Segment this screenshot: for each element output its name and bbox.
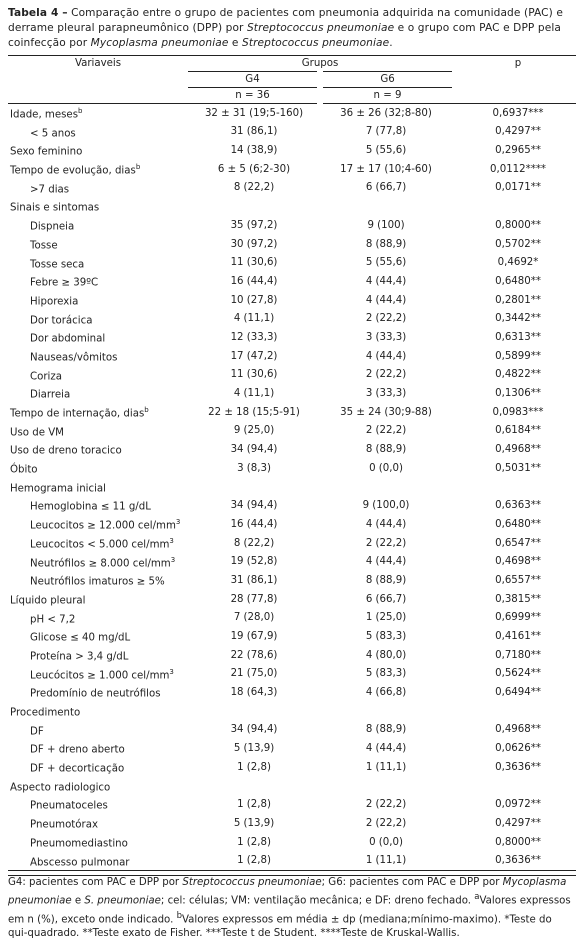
cell-p: 0,4297** xyxy=(495,817,541,829)
row-label: Dispneia xyxy=(30,221,75,233)
cell-g6: 2 (22,2) xyxy=(365,799,407,811)
cell-g4: 5 (13,9) xyxy=(233,817,275,829)
cell-g6: 3 (33,3) xyxy=(365,388,407,399)
cell-p: 0,7180** xyxy=(495,649,541,661)
cell-g4: 30 (97,2) xyxy=(230,238,278,250)
cell-g4: 4 (11,1) xyxy=(233,388,275,399)
header-g6: G6 xyxy=(320,72,452,88)
cell-p: 0,6313** xyxy=(495,331,541,343)
cell-p: 0,5899** xyxy=(495,350,541,362)
cell-g6: 35 ± 24 (30;9-88) xyxy=(340,406,432,418)
cell-g6 xyxy=(320,702,452,721)
cell-p: 0,6480** xyxy=(495,275,541,287)
cell-g6: 6 (66,7) xyxy=(365,182,407,194)
row-label: Leucócitos ≥ 1.000 cel/$mm^3$ xyxy=(30,667,174,682)
table-row xyxy=(8,553,576,572)
cell-p: 0,3636** xyxy=(495,855,541,867)
table-row xyxy=(8,571,576,590)
row-label: Dor abdominal xyxy=(30,333,106,345)
cell-g6: 0 (0,0) xyxy=(369,462,403,474)
cell-p: 0,4822** xyxy=(495,369,541,381)
cell-g4: 34 (94,4) xyxy=(230,500,278,512)
cell-g6: 4 (66,8) xyxy=(365,687,407,698)
row-label: Proteína > 3,4 g/dL xyxy=(30,651,129,663)
row-label: Neutrófilos ≥ 8.000 cel/$mm^3$ xyxy=(30,555,176,569)
cell-p: 0,6999** xyxy=(495,612,541,624)
row-label: Abscesso pulmonar xyxy=(30,856,130,868)
cell-g6: 4 (44,4) xyxy=(365,275,407,287)
row-label: Leucocitos ≥ 12.000 cel/$mm^3$ xyxy=(30,518,181,532)
table-row xyxy=(8,646,576,665)
table-row xyxy=(8,833,576,852)
table-row xyxy=(8,403,576,422)
cell-g4: 31 (86,1) xyxy=(230,574,278,586)
row-label: Tosse xyxy=(30,240,58,252)
cell-g6: 2 (22,2) xyxy=(365,537,407,549)
cell-g4: 18 (64,3) xyxy=(230,687,278,698)
cell-g4: 17 (47,2) xyxy=(230,350,278,362)
caption-label: Tabela 4 – xyxy=(8,7,68,19)
table-row xyxy=(8,852,576,871)
cell-g4: 22 ± 18 (15;5-91) xyxy=(208,406,300,418)
table-row xyxy=(8,814,576,833)
table-row xyxy=(8,478,576,497)
table-row xyxy=(8,609,576,628)
header-groups: Grupos xyxy=(301,58,339,69)
row-label: Hiporexia xyxy=(30,296,79,308)
cell-g6: 5 (83,3) xyxy=(365,630,407,642)
row-label: Dor torácica xyxy=(30,314,93,326)
cell-g6: 4 (80,0) xyxy=(365,649,407,661)
row-label: Pneumotórax xyxy=(30,819,98,831)
row-label: >7 dias xyxy=(30,184,70,196)
table-row xyxy=(8,197,576,216)
table-document xyxy=(8,0,576,941)
cell-g6 xyxy=(320,777,452,796)
cell-g6: 8 (88,9) xyxy=(365,238,407,250)
cell-g6: 8 (88,9) xyxy=(365,724,407,736)
row-label: Pneumomediastino xyxy=(30,838,128,850)
table-row xyxy=(8,590,576,609)
row-label: Tempo de evolução, dias$^b$ xyxy=(10,163,141,177)
cell-p: 0,8000** xyxy=(495,219,541,231)
cell-g4: 11 (30,6) xyxy=(230,257,278,269)
cell-g4: 16 (44,4) xyxy=(230,518,278,530)
cell-g6: 9 (100) xyxy=(367,219,405,231)
table-row xyxy=(8,384,576,403)
table-row xyxy=(8,777,576,796)
row-label: Líquido pleural xyxy=(10,595,86,607)
cell-g4 xyxy=(188,777,320,796)
table-row xyxy=(8,758,576,777)
row-label: Nauseas/vômitos xyxy=(30,352,118,364)
row-label: pH < 7,2 xyxy=(30,613,76,625)
cell-p: 0,2965** xyxy=(495,145,541,157)
row-label: Aspecto radiologico xyxy=(10,782,111,794)
row-label: DF + dreno aberto xyxy=(30,744,125,756)
cell-g6: 7 (77,8) xyxy=(365,126,407,138)
table-row xyxy=(8,291,576,310)
cell-g6: 2 (22,2) xyxy=(365,817,407,829)
cell-p: 0,6557** xyxy=(495,574,541,586)
cell-p: 0,0171** xyxy=(495,182,541,194)
table-row xyxy=(8,515,576,534)
cell-g6: 1 (11,1) xyxy=(365,855,407,867)
cell-g6: 4 (44,4) xyxy=(365,556,407,568)
cell-g4: 6 ± 5 (6;2-30) xyxy=(217,163,291,175)
table-row xyxy=(8,739,576,758)
cell-g6: 2 (22,2) xyxy=(365,425,407,437)
cell-p: 0,3636** xyxy=(495,761,541,773)
row-label: Sexo feminino xyxy=(10,146,83,158)
cell-g4 xyxy=(188,478,320,497)
cell-g4: 12 (33,3) xyxy=(230,331,278,343)
row-label: Diarreia xyxy=(30,389,71,401)
row-label: Óbito xyxy=(10,464,38,476)
cell-p: 0,0112**** xyxy=(490,163,547,175)
cell-g4: 1 (2,8) xyxy=(237,855,271,867)
cell-p: 0,5624** xyxy=(495,668,541,680)
row-label: Tosse seca xyxy=(30,258,85,270)
cell-p: 0,8000** xyxy=(495,836,541,848)
table-row xyxy=(8,422,576,441)
table-row xyxy=(8,216,576,235)
cell-g6: 4 (44,4) xyxy=(365,294,407,306)
table-footnote: G4: pacientes com PAC e DPP por Streptococcus pneumoniae; G6: pacientes com PAC e DPP por Mycoplasma pneumoniae e S. pneumoniae; cel: células; VM: ventilação mecânica; e DF: dreno fechado. $^a$Valores expressos em n (%), exceto onde indicado. $^b$Valores expressos em média ± dp (mediana;mínimo-maximo). *Teste do qui-quadrado. **Teste exato de Fisher. ***Teste t de Student. ****Teste de Kruskal-Wallis. xyxy=(8,875,576,941)
cell-p xyxy=(452,197,576,216)
cell-g6: 36 ± 26 (32;8-80) xyxy=(340,107,432,119)
cell-p xyxy=(452,478,576,497)
cell-p: 0,3442** xyxy=(495,313,541,325)
table-row xyxy=(8,123,576,142)
cell-g6: 8 (88,9) xyxy=(365,444,407,456)
cell-p: 0,4968** xyxy=(495,724,541,736)
cell-g6: 1 (25,0) xyxy=(365,612,407,624)
cell-g4: 21 (75,0) xyxy=(230,668,278,680)
row-label: Leucocitos < 5.000 cel/$mm^3$ xyxy=(30,536,174,551)
cell-g4: 28 (77,8) xyxy=(230,593,278,605)
table-row xyxy=(8,459,576,478)
cell-g4: 35 (97,2) xyxy=(230,219,278,231)
cell-g6: 4 (44,4) xyxy=(365,518,407,530)
table-row xyxy=(8,366,576,385)
table-row xyxy=(8,665,576,684)
cell-g6 xyxy=(320,478,452,497)
cell-g6: 2 (22,2) xyxy=(365,313,407,325)
cell-g4: 19 (52,8) xyxy=(230,556,278,568)
cell-p: 0,4161** xyxy=(495,630,541,642)
cell-p: 0,6363** xyxy=(495,500,541,512)
header-variables: Variaveis xyxy=(74,58,122,70)
table-row xyxy=(8,254,576,273)
cell-p: 0,1306** xyxy=(495,388,541,399)
cell-g6: 2 (22,2) xyxy=(365,369,407,381)
row-label: Febre ≥ 39ºC xyxy=(30,277,99,289)
cell-g4: 10 (27,8) xyxy=(230,294,278,306)
row-label: DF xyxy=(30,726,44,738)
row-label: < 5 anos xyxy=(30,128,76,140)
cell-p: 0,4692* xyxy=(497,257,539,269)
cell-g6: 1 (11,1) xyxy=(365,761,407,773)
row-label: Hemograma inicial xyxy=(10,483,107,495)
table-header xyxy=(8,56,576,104)
cell-p: 0,0983*** xyxy=(492,406,544,418)
cell-p: 0,6494** xyxy=(495,687,541,698)
table-row xyxy=(8,534,576,553)
table-row xyxy=(8,702,576,721)
cell-g4: 32 ± 31 (19;5-160) xyxy=(204,107,304,119)
cell-g4: 7 (28,0) xyxy=(233,612,275,624)
row-label: Coriza xyxy=(30,371,62,383)
row-label: Tempo de internação, dias$^b$ xyxy=(10,406,149,420)
cell-g6 xyxy=(320,197,452,216)
table-row xyxy=(8,683,576,702)
row-label: DF + decorticação xyxy=(30,763,125,775)
cell-g6: 5 (55,6) xyxy=(365,145,407,157)
cell-g6: 17 ± 17 (10;4-60) xyxy=(340,163,432,175)
row-label: Procedimento xyxy=(10,707,81,719)
table-row xyxy=(8,496,576,515)
cell-p: 0,3815** xyxy=(495,593,541,605)
cell-g4 xyxy=(188,702,320,721)
header-p: p xyxy=(514,58,522,70)
cell-g4: 4 (11,1) xyxy=(233,313,275,325)
table-body xyxy=(8,104,576,871)
row-label: Neutrófilos imaturos ≥ 5% xyxy=(30,576,165,588)
cell-g4: 14 (38,9) xyxy=(230,145,278,157)
cell-p xyxy=(452,777,576,796)
table-row xyxy=(8,141,576,160)
table-row xyxy=(8,104,576,123)
row-label: Idade, meses$^b$ xyxy=(10,107,83,121)
table-row xyxy=(8,160,576,179)
cell-g6: 4 (44,4) xyxy=(365,350,407,362)
cell-g6: 9 (100,0) xyxy=(362,500,410,512)
cell-g6: 6 (66,7) xyxy=(365,593,407,605)
cell-p: 0,4968** xyxy=(495,444,541,456)
cell-g4: 31 (86,1) xyxy=(230,126,278,138)
row-label: Sinais e sintomas xyxy=(10,202,100,214)
cell-g4 xyxy=(188,197,320,216)
cell-p: 0,6937*** xyxy=(492,107,544,119)
table-row xyxy=(8,310,576,329)
row-label: Uso de dreno toracico xyxy=(10,445,122,457)
cell-p: 0,0626** xyxy=(495,743,541,755)
row-label: Uso de VM xyxy=(10,427,64,439)
cell-p: 0,6184** xyxy=(495,425,541,437)
header-g4: G4 xyxy=(188,72,320,88)
cell-g6: 3 (33,3) xyxy=(365,331,407,343)
cell-g6: 8 (88,9) xyxy=(365,574,407,586)
cell-g6: 0 (0,0) xyxy=(369,836,403,848)
cell-g6: 5 (55,6) xyxy=(365,257,407,269)
cell-g4: 19 (67,9) xyxy=(230,630,278,642)
cell-p: 0,4698** xyxy=(495,556,541,568)
cell-p: 0,6480** xyxy=(495,518,541,530)
cell-g6: 5 (83,3) xyxy=(365,668,407,680)
table-row xyxy=(8,721,576,740)
header-n4: n = 36 xyxy=(188,88,320,104)
table-row xyxy=(8,440,576,459)
table-row xyxy=(8,795,576,814)
table-row xyxy=(8,328,576,347)
cell-g4: 1 (2,8) xyxy=(237,799,271,811)
table-row xyxy=(8,627,576,646)
cell-g4: 8 (22,2) xyxy=(233,182,275,194)
results-table xyxy=(8,55,576,871)
row-label: Pneumatoceles xyxy=(30,800,108,812)
table-row xyxy=(8,235,576,254)
table-row xyxy=(8,347,576,366)
cell-p: 0,5702** xyxy=(495,238,541,250)
table-row xyxy=(8,272,576,291)
cell-g4: 34 (94,4) xyxy=(230,444,278,456)
cell-p: 0,0972** xyxy=(495,799,541,811)
cell-g4: 34 (94,4) xyxy=(230,724,278,736)
cell-p: 0,4297** xyxy=(495,126,541,138)
cell-p: 0,2801** xyxy=(495,294,541,306)
table-caption: Tabela 4 – Comparação entre o grupo de pacientes com pneumonia adquirida na comunidade (PAC) e derrame pleural parapneumônico (DPP) por Streptococcus pneumoniae e o grupo com PAC e DPP pela coinfecção por Mycoplasma pneumoniae e Streptococcus pneumoniae. xyxy=(8,7,563,49)
cell-g4: 1 (2,8) xyxy=(237,761,271,773)
cell-g4: 16 (44,4) xyxy=(230,275,278,287)
cell-p: 0,5031** xyxy=(495,462,541,474)
row-label: Hemoglobina ≤ 11 g/dL xyxy=(30,501,151,513)
cell-p: 0,6547** xyxy=(495,537,541,549)
row-label: Glicose ≤ 40 mg/dL xyxy=(30,632,131,644)
table-row xyxy=(8,179,576,198)
cell-g4: 3 (8,3) xyxy=(237,462,271,474)
cell-g4: 1 (2,8) xyxy=(237,836,271,848)
cell-p xyxy=(452,702,576,721)
cell-g4: 22 (78,6) xyxy=(230,649,278,661)
cell-g4: 8 (22,2) xyxy=(233,537,275,549)
cell-g4: 9 (25,0) xyxy=(233,425,275,437)
row-label: Predomínio de neutrófilos xyxy=(30,688,161,700)
cell-g4: 5 (13,9) xyxy=(233,743,275,755)
cell-g4: 11 (30,6) xyxy=(230,369,278,381)
cell-g6: 4 (44,4) xyxy=(365,743,407,755)
header-n6: n = 9 xyxy=(320,88,452,104)
